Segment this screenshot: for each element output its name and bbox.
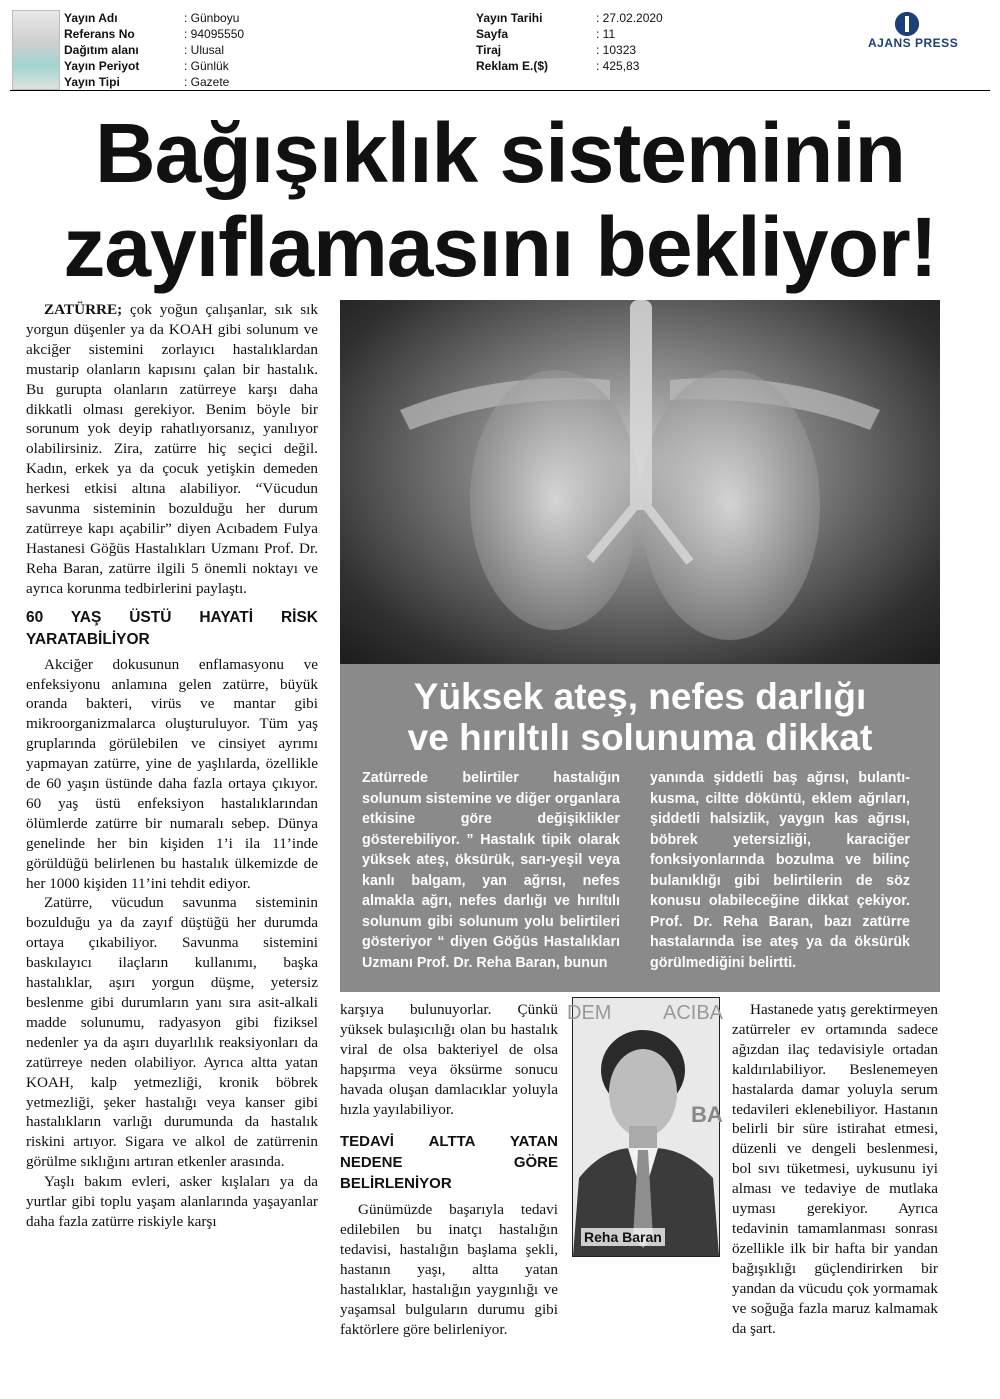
paragraph-treatment: Günümüzde başarıyla tedavi edilebilen bu inatçı hastalığın tedavisi, hastalığın başlama şekli, hastanın yaşı, altta yatan hastalıklar, hastalığın yaygınlığı ve yaşamsal bulguların durumu gibi faktörlere göre belirleniyor.	[340, 1201, 558, 1338]
meta-value: : 27.02.2020	[596, 11, 663, 25]
info-box-left-text: Zatürrede belirtiler hastalığın solunum sistemine ve diğer organlara etkisine göre değişiklikler gösterebiliyor. ” Hastalık tipik olarak yüksek ateş, öksürük, sarı-yeşil veya kanlı balgam, yan ağrısı, nefes almakla ağrı, nefes darlığı ve hırıltılı solunum gibi solunum yolu belirtileri gösteriyor “ diyen Göğüs Hastalıkları Uzmanı Prof. Dr. Reha Baran, bunun	[362, 770, 620, 971]
meta-value: : 11	[596, 27, 616, 41]
info-box-title	[340, 676, 940, 758]
meta-value: : Günlük	[184, 59, 229, 73]
header-divider	[10, 90, 990, 91]
meta-key: Tiraj	[476, 43, 502, 57]
info-box-right-text: yanında şiddetli baş ağrısı, bulantı-kusma, ciltte döküntü, eklem ağrıları, şiddetli halsizlik, yaygın kas ağrısı, böbrek yetersizliği, karaciğer fonksiyonlarında bozulma ve bilinç bulanıklığı gibi belirtilerin de söz konusu olabileceğine dikkat çekiyor. Prof. Dr. Reha Baran, bazı zatürre hastalarında ise ateş ya da öksürük görülmediğini belirtti.	[650, 770, 910, 971]
portrait-bg-text: ACIBA	[663, 1002, 724, 1024]
portrait-caption: Reha Baran	[581, 1228, 665, 1246]
meta-key: Yayın Periyot	[64, 59, 140, 73]
person-silhouette	[573, 998, 719, 1256]
intro-paragraph: çok yoğun çalışanlar, sık sık yorgun düşenler ya da KOAH gibi solunum ve akciğer sistemini zorlayıcı hastalıklardan mustarip olanların kapısını çalan bir hastalık. Bu gurupta olanların zatürreye karşı daha dikkatli olması gerekiyor. Benim böyle bir sorunum yok deyip rahatlıyorsanız, yanılıyor olabilirsiniz. Zira, zatürre hiç seçici değil. Kadın, erkek ya da çocuk yetişkin demeden herkesi etkisi altına alabiliyor. “Vücudun savunma sisteminin bozulduğu her durum zatürreye kapı açabilir” diyen Acıbadem Fulya Hastanesi Göğüs Hastalıkları Uzmanı Prof. Dr. Reha Baran, zatürre ilgili 5 önemli noktayı ve ayrıca korunma tedbirlerini paylaştı.	[26, 301, 318, 597]
article-column-2	[340, 1000, 558, 1340]
meta-value: : Günboyu	[184, 11, 240, 25]
lung-xray-image	[340, 300, 940, 664]
headline-line-2: zayıflamasını bekliyor!	[63, 200, 937, 294]
paragraph-home-treatment: Hastanede yatış gerektirmeyen zatürreler ev ortamında sadece ağızdan ilaç tedavisiyle ortadan kaldırılabiliyor. Beslenemeyen hastalarda damar yoluyla serum tedavileri eklenebiliyor. Hastanın belirli bir süre istirahat etmesi, düzenli ve dengeli beslenmesi, bol sıvı tüketmesi, uykusunu iyi alması ve tedaviye de mutlaka uyması gerekiyor. Ayrıca tedavinin tamamlanması sonrası özellikle ilk bir hafta bir yandan bağışıklığı güçlendirirken bir yandan da vücudu çok yormamak ve soğuğa fazla maruz kalmamak da şart.	[732, 1001, 938, 1337]
subheading-risk: 60 YAŞ ÜSTÜ HAYATİ RİSK YARATABİLİYOR	[26, 608, 318, 648]
newspaper-thumbnail	[12, 10, 60, 90]
paragraph-contagion: karşıya bulunuyorlar. Çünkü yüksek bulaşıcılığı olan bu hastalık viral de olsa bakteriyel de olsa hapşırma veya öksürme sonucu havada oluşan damlacıklar yoluyla hızla yayılabiliyor.	[340, 1001, 558, 1118]
portrait-photo	[567, 997, 724, 1257]
portrait-bg-text: BA	[691, 1102, 723, 1127]
meta-left	[64, 10, 324, 90]
headline-line-1: Bağışıklık sisteminin	[95, 106, 905, 200]
ajans-press-logo-icon	[895, 12, 919, 36]
meta-key: Referans No	[64, 27, 135, 41]
meta-right	[476, 10, 736, 74]
paragraph-inflammation: Akciğer dokusunun enflamasyonu ve enfeksiyonu anlamına gelen zatürre, büyük oranda bakteri, virüs ve mantar gibi mikroorganizmalarca oluşturuluyor. Tüm yaş gruplarında görülebilen ve cinsiyet ayrımı yapmayan zatürre, yine de yaşlılarda, özellikle de 60 yaşın üstünde daha fazla ortaya çıkıyor. 60 yaş üstü enfeksiyon hastalıklarından ölümlerde zatürre bir numaralı sebep. Dünya genelinde her bin kişiden 1’i ila 11’inde görüldüğü belirlenen bu hastalık ülkemizde de her 1000 kişiden 11’ini tehdit ediyor.	[26, 655, 318, 892]
meta-value: : 10323	[596, 43, 637, 57]
meta-key: Yayın Tipi	[64, 75, 120, 89]
meta-value: : 94095550	[184, 27, 245, 41]
subheading-treatment: TEDAVİ ALTTA YATAN NEDENE GÖRE BELİRLENİYOR	[340, 1133, 558, 1193]
page-headline	[20, 106, 980, 294]
paragraph-causes: Zatürre, vücudun savunma sisteminin bozulduğu ya da zayıf düştüğü her durumda ortaya çıkabiliyor. Savunma sistemini baskılayıcı ilaçların kullanımı, başka hastalıklar, aşırı yorgun düşme, yetersiz beslenme gibi durumların yanı sıra asit-alkali madde solunumu, radyasyon gibi fiziksel nedenler ya da aşırı duyarlılık reaksiyonları da zatürreye neden olabiliyor. Ayrıca altta yatan KOAH, kalp yetmezliği, kronik böbrek yetmezliği, şeker hastalığı veya kanser gibi hastalıkların varlığı durumunda da hastalık riskini artıyor. Sigara ve alkol de zatürrenin görülme sıklığını artıran etkenler arasında.	[26, 894, 318, 1171]
meta-key: Reklam E.($)	[476, 59, 549, 73]
meta-value: : 425,83	[596, 59, 640, 73]
article-column-3	[732, 1000, 938, 1338]
meta-value: : Ulusal	[184, 43, 225, 57]
info-box-title-line-2: ve hırıltılı solunuma dikkat	[407, 717, 873, 758]
meta-key: Yayın Tarihi	[476, 11, 543, 25]
meta-key: Yayın Adı	[64, 11, 118, 25]
ajans-press-logo-text: AJANS PRESS	[868, 36, 959, 50]
portrait-bg-text: DEM	[567, 1002, 612, 1024]
meta-key: Sayfa	[476, 27, 509, 41]
article-column-1	[26, 300, 318, 1232]
info-box-title-line-1: Yüksek ateş, nefes darlığı	[413, 676, 867, 717]
meta-value: : Gazete	[184, 75, 230, 89]
paragraph-collective-living: Yaşlı bakım evleri, asker kışlaları ya da yurtlar gibi toplu yaşam alanlarında yaşayanlar daha fazla zatürre riskiyle karşı	[26, 1173, 318, 1230]
meta-key: Dağıtım alanı	[64, 43, 139, 57]
lead-word: ZATÜRRE;	[44, 301, 123, 318]
